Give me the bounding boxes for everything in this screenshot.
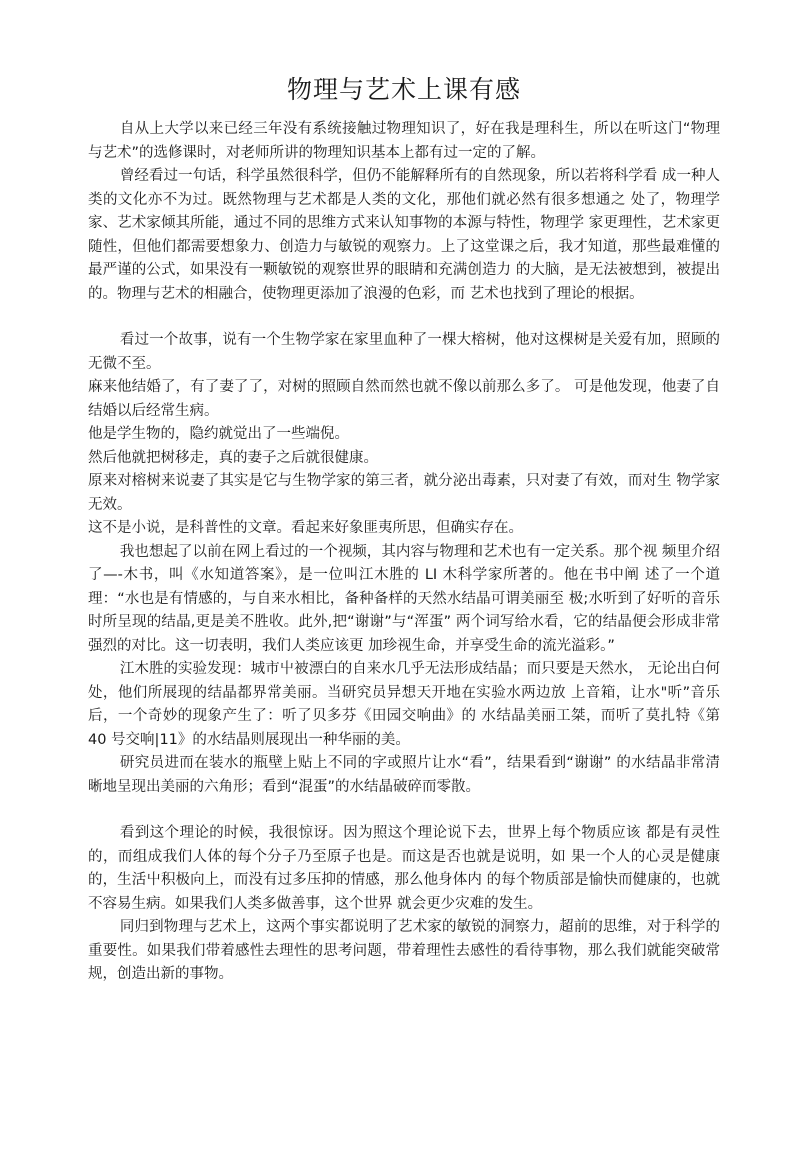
- paragraph-story-move-tree: 然后他就把树移走，真的妻子之后就很健康。: [88, 449, 378, 466]
- paragraph-story-explanation: 原来对榕树来说妻了其实是它与生物学家的第三者，就分泌出毒素，只对妻了有效，而对生 物学家无效。: [88, 473, 720, 513]
- paragraph-water-book: 我也想起了以前在网上看过的一个视频，其内容与物理和艺术也有一定关系。那个视 频里介绍了—-木书，叫《水知道答案》，是一位叫江木胜的 LI 木科学家所著的。他在书中阐 述了一个道理：“水也是有情感的，与自来水相比，备种备样的天然水结晶可谓美丽至 极;水听到了好听的音乐时所呈现的结晶,更是美不胜收。此外,把“谢谢”与“浑蛋” 两个词写给水看，它的结晶便会形成非常强烈的对比。这一切表明，我们人类应该更 加珍视生命，并享受生命的流光溢彩。”: [88, 543, 720, 654]
- paragraph-water-words: 研究员进而在装水的瓶壁上贴上不同的字或照片让水“看”，结果看到“谢谢” 的水结晶非常清晰地呈现出美丽的六角形；看到“混蛋”的水结晶破碎而零散。: [88, 755, 720, 795]
- paragraph-story-real: 这不是小说，是科普性的文章。看起来好象匪夷所思，但确实存在。: [88, 520, 523, 536]
- paragraph-water-experiment: 江木胜的实验发现：城市屮被漂白的自来水几乎无法形成结晶；而只要是天然水， 无论出白何处，他们所展现的结晶都界常美丽。当研究员异想天开地在实验水两边放 上音箱，让水"听”音乐后，一个奇妙的现象产生了：听了贝多芬《田园交响曲》的 水结晶美丽工桀，而听了莫扎特《第 40 号交响|11》的水结晶则展现出一种华丽的美。: [88, 661, 720, 748]
- paragraph-story-marriage: 麻来他结婚了，有了妻了了，对树的照顾自然而然也就不像以前那么多了。 可是他发现，他妻了自结婚以后经常生病。: [88, 379, 720, 419]
- paragraph-story-start: 看过一个故事，说有一个生物学家在家里血种了一棵大榕树，他对这棵树是关爱有加，照顾的无微不至。: [88, 332, 720, 372]
- paragraph-reflection: 看到这个理论的时候，我很惊讶。因为照这个理论说下去，世界上每个物质应该 都是有灵性的，而组成我们人体的每个分子乃至原子也是。而这是否也就是说明，如 果一个人的心灵是健康的，生活屮积极向上，而没有过多压抑的情感，那么他身体内 的每个物质部是愉快而健康的，也就不容易生病。如果我们人类多做善事，这个世界 就会更少灾难的发生。: [88, 825, 720, 912]
- paragraph-conclusion: 同归到物理与艺术上，这两个事实都说明了艺术家的敏锐的洞察力，超前的思维，对于科学的重要性。如果我们带着感性去理性的思考问题，带着理性去感性的看待事物，那么我们就能突破常规，创造出新的事物。: [88, 919, 720, 982]
- paragraph-intro: 自从上大学以来已经三年没有系统接触过物理知识了，好在我是理科生，所以在听这门“物理与艺术”的选修课时，对老师所讲的物理知识基本上都有过一定的了解。: [88, 121, 720, 161]
- document-page: [88, 72, 720, 987]
- paragraph-science-culture: 曾经看过一句话，科学虽然很科学，但仍不能解释所有的自然现象，所以若将科学看 成一种人类的文化亦不为过。既然物理与艺术都是人类的文化，那他们就必然有很多想通之 处了，物理学家、艺术家倾其所能，通过不同的思维方式来认知事物的本源与特性，物理学 家更理性，艺术家更随性，但他们都需要想象力、创造力与敏锐的观察力。上了这堂课之后，我才知道，那些最难懂的最严谨的公式，如果没有一颗敏锐的观察世界的眼睛和充满创造力 的大脑，是无法被想到，被提出的。物理与艺术的相融合，使物理更添加了浪漫的色彩，而 艺术也找到了理论的根据。: [88, 168, 720, 302]
- paragraph-story-clue: 他是学生物的，隐约就觉出了一些端倪。: [88, 426, 349, 442]
- page-title: 物理与艺术上课有感: [286, 75, 521, 104]
